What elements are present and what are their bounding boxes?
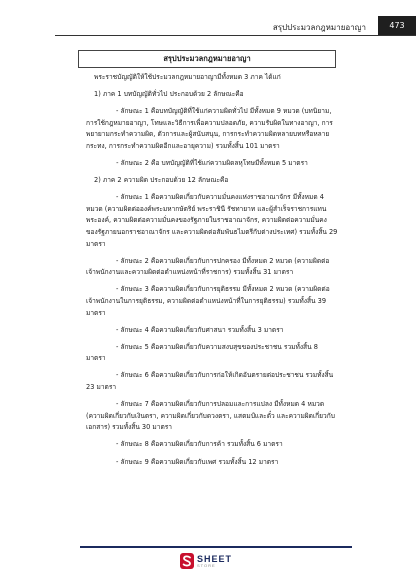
paragraph-part-2: 2) ภาค 2 ความผิด ประกอบด้วย 12 ลักษณะคือ <box>94 176 229 185</box>
logo-s-glyph <box>182 555 192 567</box>
paragraph-part-2-chapter-1: - ลักษณะ 1 คือความผิดเกี่ยวกับความมั่นคงแห่งราชอาณาจักร มีทั้งหมด 4 หมวด (ความผิดต่อองค์พระมหากษัตริย์ พระราชินี รัชทายาท และผู้สำเร็จราชการแทนพระองค์, ความผิดต่อความมั่นคงของรัฐภายในราชอาณาจักร, ความผิดต่อความมั่นคงของรัฐภายนอกราชอาณาจักร และความผิดต่อสัมพันธไมตรีกับต่างประเทศ) รวมทั้งสิ้น 29 มาตรา <box>86 193 338 248</box>
logo-text <box>197 555 232 568</box>
paragraph-part-2-chapter-5: - ลักษณะ 5 คือความผิดเกี่ยวกับความสงบสุขของประชาชน รวมทั้งสิ้น 8 มาตรา <box>86 342 318 363</box>
paragraph-part-2-chapter-8: - ลักษณะ 8 คือความผิดเกี่ยวกับการค้า รวมทั้งสิ้น 6 มาตรา <box>116 440 283 449</box>
paragraph-intro: พระราชบัญญัติให้ใช้ประมวลกฎหมายอาญามีทั้งหมด 3 ภาค ได้แก่ <box>94 73 281 81</box>
logo-word: SHEET <box>197 553 233 564</box>
paragraph-part-2-chapter-9: - ลักษณะ 9 คือความผิดเกี่ยวกับเพศ รวมทั้งสิ้น 12 มาตรา <box>116 457 279 466</box>
page-number: 473 <box>389 21 405 30</box>
paragraph-part-2-chapter-6: - ลักษณะ 6 คือความผิดเกี่ยวกับการก่อให้เกิดอันตรายต่อประชาชน รวมทั้งสิ้น 23 มาตรา <box>86 371 334 392</box>
section-title-box <box>78 50 336 68</box>
paragraph-part-2-chapter-2: - ลักษณะ 2 คือความผิดเกี่ยวกับการปกครอง มีทั้งหมด 2 หมวด (ความผิดต่อเจ้าพนักงานและความผิดต่อตำแหน่งหน้าที่ราชการ) รวมทั้งสิ้น 31 มาตรา <box>86 256 330 277</box>
paragraph-part-2-chapter-7: - ลักษณะ 7 คือความผิดเกี่ยวกับการปลอมและการแปลง มีทั้งหมด 4 หมวด (ความผิดเกี่ยวกับเงินตรา, ความผิดเกี่ยวกับดวงตรา, แสตมป์และตั๋ว และความผิดเกี่ยวกับเอกสาร) รวมทั้งสิ้น 30 มาตรา <box>86 400 335 432</box>
footer-divider <box>80 546 352 548</box>
header-divider <box>55 35 416 36</box>
logo-s-icon <box>180 553 194 569</box>
logo-subtext: STORE <box>197 562 216 568</box>
footer-logo <box>180 553 232 569</box>
header-title: สรุปประมวลกฎหมายอาญา <box>272 23 366 32</box>
paragraph-part-1-chapter-1: - ลักษณะ 1 คือบทบัญญัติที่ใช้แก่ความผิดทั่วไป มีทั้งหมด 9 หมวด (บทนิยาม, การใช้กฎหมายอาญา, โทษและวิธีการเพื่อความปลอดภัย, ความรับผิดในทางอาญา, การพยายามกระทำความผิด, ตัวการและผู้สนับสนุน, การกระทำความผิดหลายบทหรือหลายกระทง, การกระทำความผิดอีกและอายุความ) รวมทั้งสิ้น 101 มาตรา <box>86 107 333 150</box>
document-body <box>86 72 338 474</box>
section-title: สรุปประมวลกฎหมายอาญา <box>163 54 251 63</box>
paragraph-part-1: 1) ภาค 1 บทบัญญัติทั่วไป ประกอบด้วย 2 ลักษณะคือ <box>94 90 244 99</box>
paragraph-part-1-chapter-2: - ลักษณะ 2 คือ บทบัญญัติที่ใช้แก่ความผิดลหุโทษมีทั้งหมด 5 มาตรา <box>116 159 308 168</box>
paragraph-part-2-chapter-3: - ลักษณะ 3 คือความผิดเกี่ยวกับการยุติธรรม มีทั้งหมด 2 หมวด (ความผิดต่อเจ้าพนักงานในการยุติธรรม, ความผิดต่อตำแหน่งหน้าที่ในการยุติธรรม) รวมทั้งสิ้น 39 มาตรา <box>86 285 330 317</box>
page-number-box <box>378 16 416 35</box>
paragraph-part-2-chapter-4: - ลักษณะ 4 คือความผิดเกี่ยวกับศาสนา รวมทั้งสิ้น 3 มาตรา <box>116 325 284 334</box>
